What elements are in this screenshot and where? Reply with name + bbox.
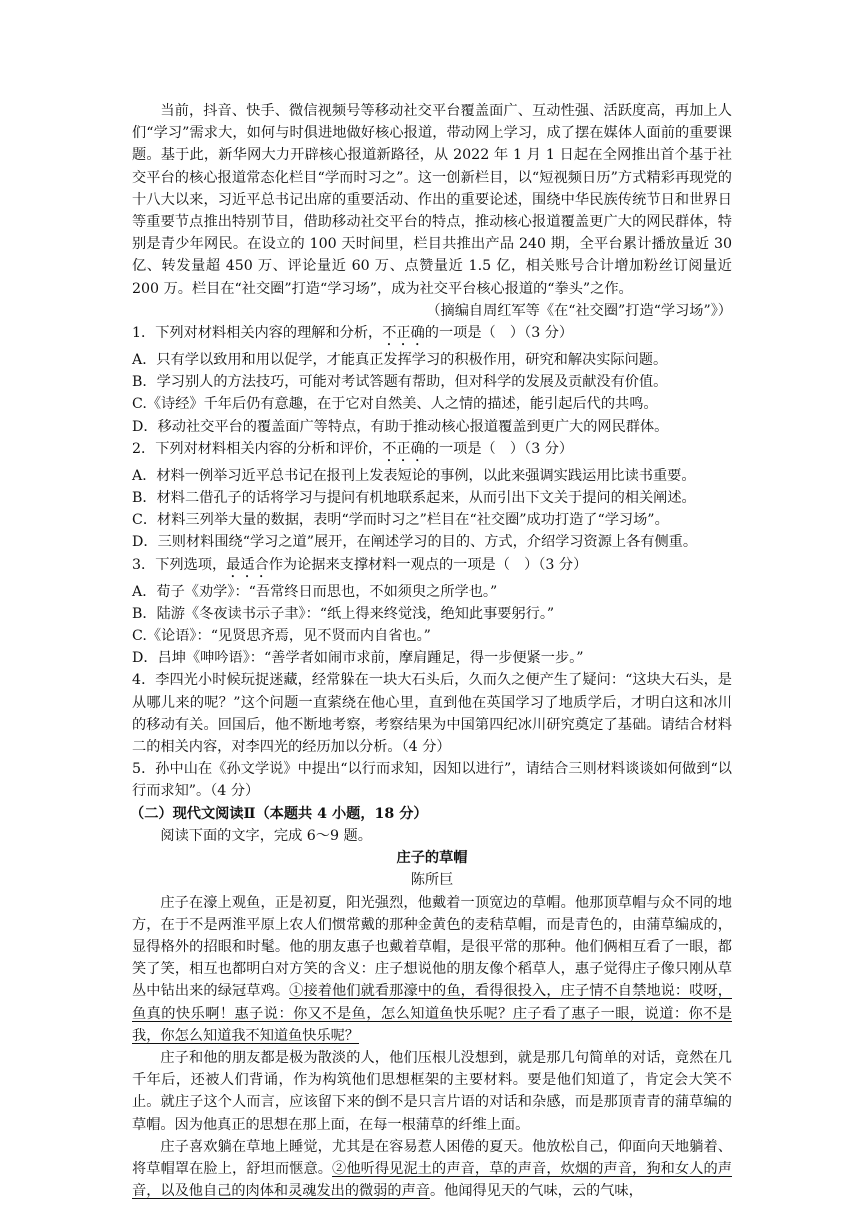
question-5: 5．孙中山在《孙文学说》中提出“以行而求知，因知以进行”，请结合三则材料谈谈如何做到“以行而求知”。（4 分） (132, 761, 732, 800)
q2-option-d: D．三则材料围绕“学习之道”展开，在阐述学习的目的、方式，介绍学习资源上各有侧重。 (132, 534, 698, 551)
emphasis-most-suitable: 最适合 (226, 556, 269, 573)
q1-option-a: A．只有学以致用和用以促学，才能真正发挥学习的积极作用，研究和解决实际问题。 (132, 352, 668, 369)
story-author: 陈所巨 (410, 872, 454, 889)
material3-paragraph: 当前，抖音、快手、微信视频号等移动社交平台覆盖面广、互动性强、活跃度高，再加上人们“学习”需求大，如何与时俱进地做好核心报道，带动网上学习，成了摆在媒体人面前的重要课题。基于此，新华网大力开辟核心报道新路径，从 2022 年 1 月 1 日起在全网推出首个基于社交平台的核心报道常态化栏目“学而时习之”。这一创新栏目，以“短视频日历”方式精彩再现党的十八大以来，习近平总书记出席的重要活动、作出的重要论述，围绕中华民族传统节日和世界日等重要节点推出特别节目，借助移动社交平台的特点，推动核心报道覆盖更广大的网民群体，特别是青少年网民。在设立的 100 天时间里，栏目共推出产品 240 期，全平台累计播放量近 30 亿、转发量超 450 万、评论量近 60 万、点赞量近 1.5 亿，相关账号合计增加粉丝订阅量近 200 万。栏目在“社交圈”打造“学习场”，成为社交平台核心报道的“拳头”之作。 (132, 103, 732, 297)
underlined-sentence-1: ①接着他们就看那濠中的鱼，看得很投入，庄子情不自禁地说：哎呀，鱼真的快乐啊！惠子说：你又不是鱼，怎么知道鱼快乐呢？庄子看了惠子一眼，说道：你不是我，你怎么知道我不知道鱼快乐呢？ (132, 983, 732, 1044)
story-paragraph-1: 庄子在濠上观鱼，正是初夏，阳光强烈，他戴着一顶宽边的草帽。他那顶草帽与众不同的地方，在于不是两淮平原上农人们惯常戴的那种金黄色的麦秸草帽，而是青色的，由蒲草编成的，显得格外的招眼和时髦。他的朋友惠子也戴着草帽，是很平常的那种。他们俩相互看了一眼，都笑了笑，相互也都明白对方笑的含义：庄子想说他的朋友像个稻草人，惠子觉得庄子像只刚从草丛中钻出来的绿冠草鸡。①接着他们就看那濠中的鱼，看得很投入，庄子情不自禁地说：哎呀，鱼真的快乐啊！惠子说：你又不是鱼，怎么知道鱼快乐呢？庄子看了惠子一眼，说道：你不是我，你怎么知道我不知道鱼快乐呢？ (132, 894, 732, 1044)
question-3-stem: 3．下列选项，最适合作为论据来支撑材料一观点的一项是（ ）（3 分） (132, 556, 588, 573)
q3-option-b: B．陆游《冬夜读书示子聿》：“纸上得来终觉浅，绝知此事要躬行。” (132, 605, 555, 622)
question-4: 4．李四光小时候玩捉迷藏，经常躲在一块大石头后，久而久之便产生了疑问：“这块大石头，是从哪儿来的呢？”这个问题一直萦绕在他心里，直到他在英国学习了地质学后，才明白这和冰川的移动有关。回国后，他不断地考察，考察结果为中国第四纪冰川研究奠定了基础。请结合材料二的相关内容，对李四光的经历加以分析。（4 分） (132, 672, 732, 756)
q2-option-c: C．材料三列举大量的数据，表明“学而时习之”栏目在“社交圈”成功打造了“学习场”。 (132, 512, 669, 529)
story-paragraph-3: 庄子喜欢躺在草地上睡觉，尤其是在容易惹人困倦的夏天。他放松自己，仰面向天地躺着、将草帽罩在脸上，舒坦而惬意。②他听得见泥土的声音，草的声音，炊烟的声音，狗和女人的声音，以及他自己的肉体和灵魂发出的微弱的声音。他闻得见天的气味，云的气味， (132, 1138, 732, 1200)
material3-source: （摘编自周红军等《在“社交圈”打造“学习场”》） (426, 302, 732, 319)
q1-option-c: C.《诗经》千年后仍有意趣，在于它对自然美、人之情的描述，能引起后代的共鸣。 (132, 396, 658, 413)
section-instruction: 阅读下面的文字，完成 6～9 题。 (160, 827, 372, 844)
emphasis-not-correct: 不正确 (382, 440, 425, 457)
story-paragraph-2: 庄子和他的朋友都是极为散淡的人，他们压根儿没想到，就是那几句简单的对话，竟然在几千年后，还被人们背诵，作为构筑他们思想框架的主要材料。要是他们知道了，肯定会大笑不止。就庄子这个人而言，应该留下来的倒不是只言片语的对话和杂感，而是那顶青青的蒲草编的草帽。因为他真正的思想在那上面，在每一根蒲草的纤维上面。 (132, 1049, 732, 1133)
q3-option-d: D．吕坤《呻吟语》：“善学者如闹市求前，摩肩踵足，得一步便紧一步。” (132, 650, 584, 667)
q3-option-c: C.《论语》：“见贤思齐焉，见不贤而内自省也。” (132, 628, 431, 645)
story-title: 庄子的草帽 (396, 850, 468, 867)
q1-option-d: D．移动社交平台的覆盖面广等特点，有助于推动核心报道覆盖到更广大的网民群体。 (132, 418, 669, 435)
underlined-sentence-2: ②他听得见泥土的声音，草的声音，炊烟的声音，狗和女人的声音，以及他自己的肉体和灵魂发出的微弱的声音 (132, 1160, 732, 1200)
q3-option-a: A．荀子《劝学》：“吾常终日而思也，不如须臾之所学也。” (132, 583, 498, 600)
q2-option-b: B．材料二借孔子的话将学习与提问有机地联系起来，从而引出下文关于提问的相关阐述。 (132, 490, 696, 507)
section-heading: （二）现代文阅读Ⅱ（本题共 4 小题，18 分） (130, 805, 428, 822)
emphasis-not-correct: 不正确 (382, 325, 425, 342)
question-1-stem: 1．下列对材料相关内容的理解和分析，不正确的一项是（ ）（3 分） (132, 325, 574, 342)
q2-option-a: A．材料一例举习近平总书记在报刊上发表短论的事例，以此来强调实践运用比读书重要。 (132, 467, 696, 484)
q1-option-b: B．学习别人的方法技巧，可能对考试答题有帮助，但对科学的发展及贡献没有价值。 (132, 374, 668, 391)
question-2-stem: 2．下列对材料相关内容的分析和评价，不正确的一项是（ ）（3 分） (132, 440, 574, 457)
